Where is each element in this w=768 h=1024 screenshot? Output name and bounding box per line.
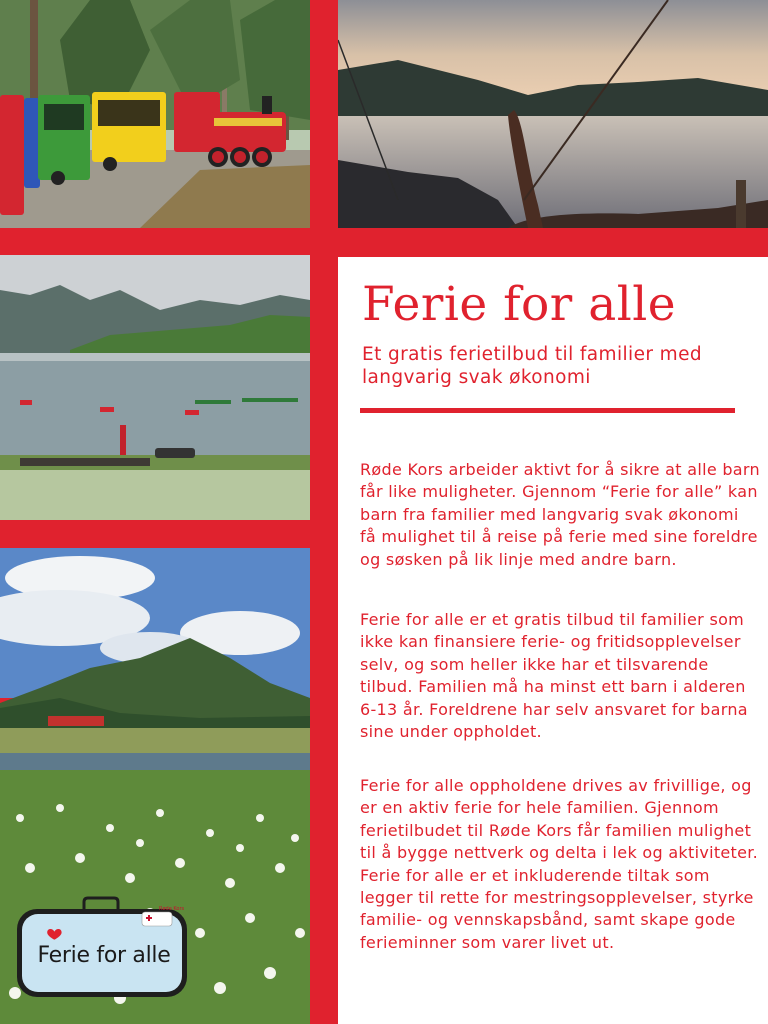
text-panel	[338, 257, 768, 1024]
photo-kayak-lake	[0, 255, 310, 520]
page-subtitle: Et gratis ferietilbud til familier med langvarig svak økonomi	[362, 344, 702, 388]
page-title: Ferie for alle	[362, 277, 677, 332]
body-paragraph-3: Ferie for alle oppholdene drives av frivillige, og er en aktiv ferie for hele familien. Gjennom ferietilbudet til Røde Kors får familien mulighet til å bygge nettverk og delta i lek og aktiviteter. Ferie for alle er et inkluderende tiltak som legger til rette for mestringsopplevelser, styrke familie- og vennskapsbånd, samt skape gode ferieminner som varer livet ut.	[360, 776, 759, 952]
logo-text: Ferie for alle	[37, 943, 171, 968]
photo-mini-train	[0, 0, 310, 228]
logo-red-cross-tag: Røde Kors	[159, 906, 185, 912]
ferie-for-alle-logo	[14, 896, 190, 1000]
photo-viking-boat	[338, 0, 768, 228]
title-divider	[360, 408, 735, 413]
body-paragraph-1: Røde Kors arbeider aktivt for å sikre at alle barn får like muligheter. Gjennom “Ferie for alle” kan barn fra familier med langvarig svak økonomi få mulighet til å reise på ferie med sine foreldre og søsken på lik linje med andre barn.	[360, 460, 760, 569]
body-paragraph-2: Ferie for alle er et gratis tilbud til familier som ikke kan finansiere ferie- og fritidsopplevelser selv, og som heller ikke har et tilsvarende tilbud. Familien må ha minst ett barn i alderen 6-13 år. Foreldrene har selv ansvaret for barna sine under oppholdet.	[360, 610, 748, 742]
